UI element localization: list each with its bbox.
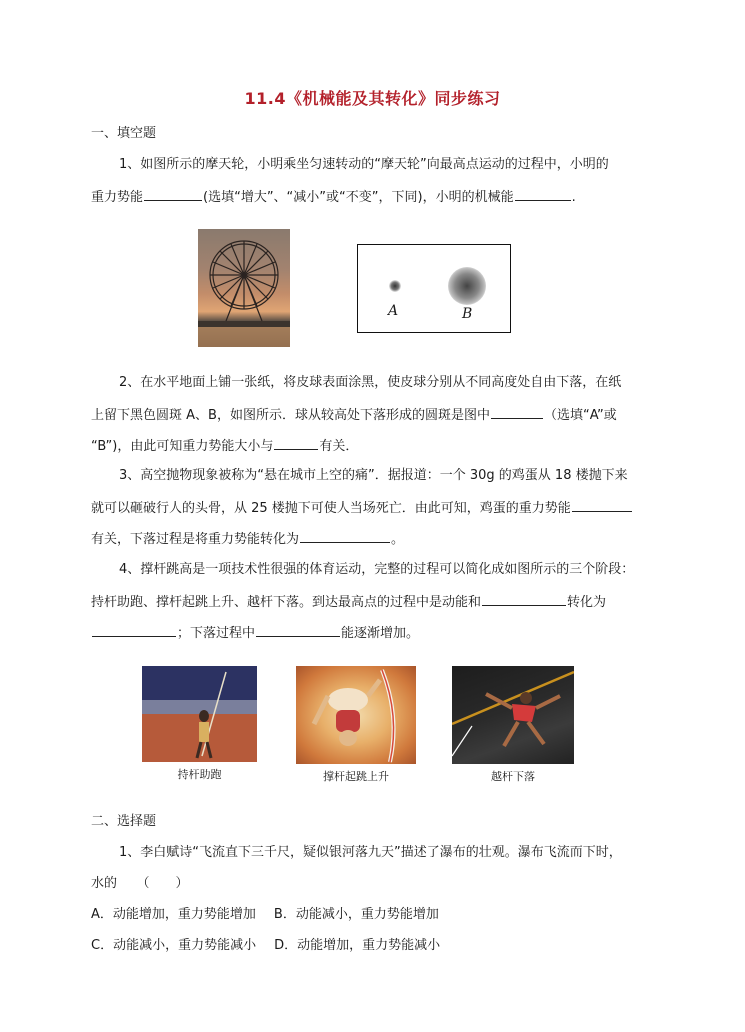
option-b[interactable]: B．动能减小，重力势能增加 [273,907,439,922]
section-heading-fill-blank: 一、填空题 [91,126,157,141]
question-1-text-b: (选填“增大”、“减小”或“不变”，下同)，小明的机械能 [203,190,514,205]
question-3-text-b: 有关，下落过程是将重力势能转化为 [91,532,300,547]
question-4-text-c: ；下落过程中 [177,626,256,641]
question-1-text-c: . [571,190,576,205]
spot-b-mark [448,267,486,305]
question-2-text-d: 有关． [319,439,359,454]
answer-blank[interactable] [572,499,632,512]
question-1-line-1: 1、如图所示的摩天轮，小明乘坐匀速转动的“摩天轮”向最高点运动的过程中，小明的 [119,157,609,172]
pole-vault-run-photo [142,666,257,762]
section-heading-multiple-choice: 二、选择题 [91,814,157,829]
spot-a-label: A [388,303,399,319]
question-2-line-3 [91,437,358,455]
question-4-line-2 [91,593,606,611]
answer-blank[interactable] [300,530,390,543]
question-3-line-1: 3、高空抛物现象被称为“悬在城市上空的痛”．据报道：一个 30g 的鸡蛋从 18 楼抛下来 [119,468,628,483]
answer-blank[interactable] [491,406,543,419]
option-d[interactable]: D．动能增加，重力势能减小 [274,938,441,953]
question-4-text-a: 持杆助跑、撑杆起跳上升、越杆下落。到达最高点的过程中是动能和 [91,595,482,610]
question-5-options-row-1 [91,907,439,923]
question-2-line-1: 2、在水平地面上铺一张纸，将皮球表面涂黑，使皮球分别从不同高度处自由下落，在纸 [119,375,622,390]
question-1-text-a: 重力势能 [91,190,144,205]
caption-fall: 越杆下落 [491,770,535,783]
question-2-text-b: （选填“A”或 [543,408,617,423]
question-5-line-1: 1、李白赋诗“飞流直下三千尺，疑似银河落九天”描述了瀑布的壮观。瀑布飞流而下时， [119,845,622,860]
ferris-wheel-image [198,229,290,347]
ball-spots-figure [357,244,511,333]
answer-blank[interactable] [482,593,566,606]
question-2-line-2 [91,406,617,424]
option-a[interactable]: A．动能增加，重力势能增加 [91,907,256,922]
answer-blank[interactable] [256,624,340,637]
option-c[interactable]: C．动能减小，重力势能减小 [91,938,257,953]
spot-b-label: B [462,306,473,322]
question-5-line-2: 水的 （ ） [91,876,189,891]
pole-vault-rise-photo [296,666,416,764]
caption-rise: 撑杆起跳上升 [323,770,389,783]
question-3-line-2 [91,499,633,517]
question-3-line-3 [91,530,404,548]
question-2-text-a: 上留下黑色圆斑 A、B，如图所示．球从较高处下落形成的圆斑是图中 [91,408,490,423]
question-4-line-1: 4、撑杆跳高是一项技术性很强的体育运动，完整的过程可以简化成如图所示的三个阶段： [119,562,635,577]
question-4-text-d: 能逐渐增加。 [341,626,420,641]
caption-run: 持杆助跑 [177,768,222,781]
question-2-text-c: “B”)，由此可知重力势能大小与 [91,439,274,454]
spot-a-mark [389,280,401,292]
question-4-line-3 [91,624,419,642]
answer-blank[interactable] [274,437,318,450]
answer-blank[interactable] [515,188,571,201]
answer-blank[interactable] [92,624,176,637]
question-3-text-a: 就可以砸破行人的头骨，从 25 楼抛下可使人当场死亡．由此可知，鸡蛋的重力势能 [91,501,571,516]
answer-blank[interactable] [144,188,202,201]
question-5-options-row-2 [91,938,440,954]
question-1-line-2 [91,188,576,206]
page-title: 11.4《机械能及其转化》同步练习 [244,89,501,108]
question-3-text-c: 。 [391,532,405,547]
question-4-text-b: 转化为 [567,595,607,610]
pole-vault-fall-photo [452,666,574,764]
